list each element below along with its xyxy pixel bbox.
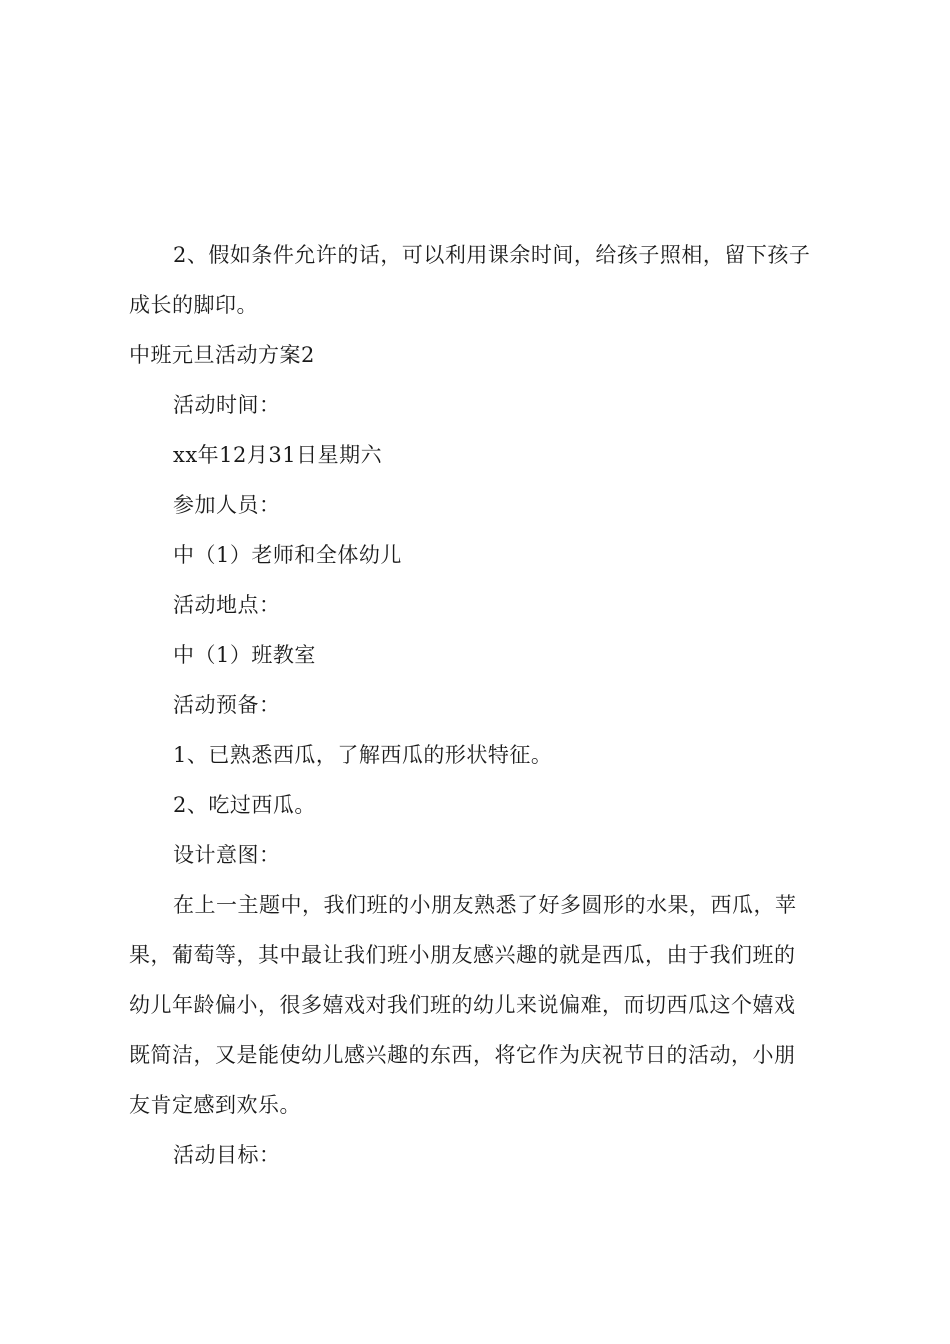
prep-item: 2、吃过西瓜。 bbox=[173, 793, 316, 817]
paragraph-line: 2、假如条件允许的话，可以利用课余时间，给孩子照相，留下孩子 bbox=[173, 243, 811, 267]
paragraph-line: 友肯定感到欢乐。 bbox=[129, 1093, 301, 1117]
place-label: 活动地点： bbox=[173, 593, 281, 617]
place-value: 中（1）班教室 bbox=[173, 643, 316, 667]
prep-label: 活动预备： bbox=[173, 693, 281, 717]
paragraph-line: 幼儿年龄偏小，很多嬉戏对我们班的幼儿来说偏难，而切西瓜这个嬉戏 bbox=[129, 993, 796, 1017]
paragraph-line: 果，葡萄等，其中最让我们班小朋友感兴趣的就是西瓜，由于我们班的 bbox=[129, 943, 796, 967]
section-title: 中班元旦活动方案2 bbox=[129, 343, 315, 367]
time-value: xx年12月31日星期六 bbox=[173, 443, 383, 467]
people-value: 中（1）老师和全体幼儿 bbox=[173, 543, 402, 567]
paragraph-line: 在上一主题中，我们班的小朋友熟悉了好多圆形的水果，西瓜，苹 bbox=[173, 893, 797, 917]
people-label: 参加人员： bbox=[173, 493, 281, 517]
goal-label: 活动目标： bbox=[173, 1143, 281, 1167]
intent-label: 设计意图： bbox=[173, 843, 281, 867]
time-label: 活动时间： bbox=[173, 393, 281, 417]
prep-item: 1、已熟悉西瓜，了解西瓜的形状特征。 bbox=[173, 743, 553, 767]
paragraph-line: 成长的脚印。 bbox=[129, 293, 258, 317]
paragraph-line: 既简洁，又是能使幼儿感兴趣的东西，将它作为庆祝节日的活动，小朋 bbox=[129, 1043, 796, 1067]
